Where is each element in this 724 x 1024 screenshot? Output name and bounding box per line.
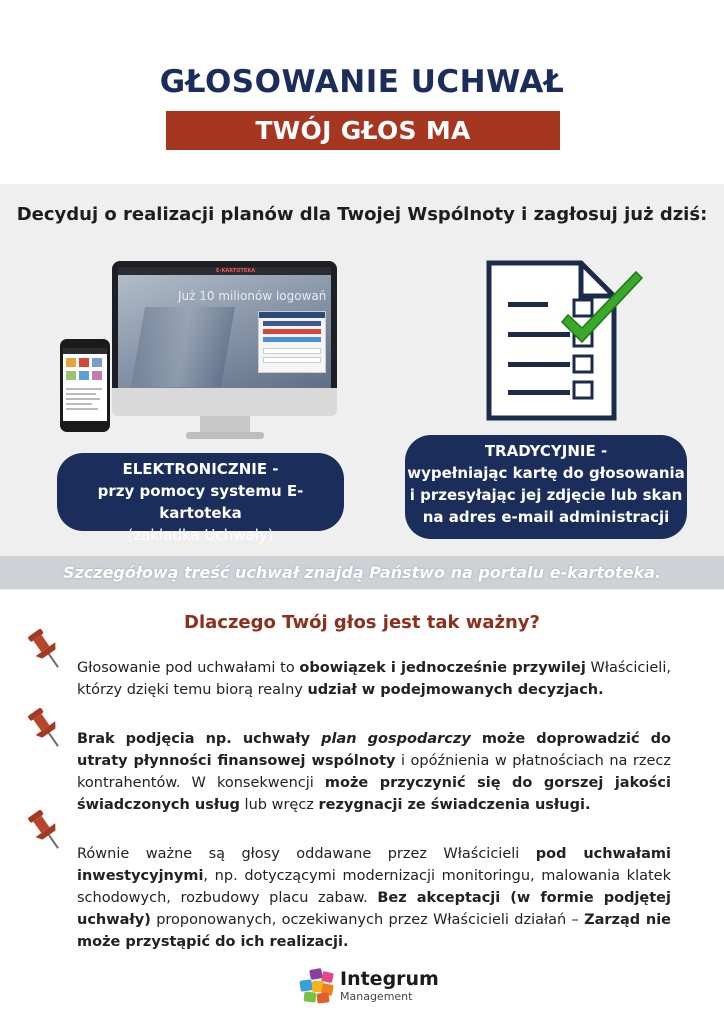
- monitor-base: [186, 432, 264, 439]
- integrum-logo: [296, 968, 439, 1008]
- text-segment: Właścicieli, którzy dzięki temu biorą realny: [77, 660, 671, 698]
- monitor-logo: E-KARTOTEKA: [216, 268, 256, 274]
- paragraph-financial: [77, 728, 671, 816]
- text-segment: rezygnacji ze świadczenia usługi.: [318, 797, 591, 813]
- logo-name: Integrum: [340, 968, 439, 990]
- info-banner: Szczegółową treść uchwał znajdą Państwo na portalu e-kartoteka.: [0, 556, 724, 589]
- traditional-line4: na adres e-mail administracji: [422, 508, 670, 526]
- monitor-illustration: [112, 261, 337, 388]
- text-segment: udział w podejmowanych decyzjach.: [307, 682, 604, 698]
- logo-subtitle: Management: [340, 990, 413, 1003]
- page-title: GŁOSOWANIE UCHWAŁ: [159, 64, 565, 100]
- traditional-line2: wypełniając kartę do głosowania: [407, 464, 685, 482]
- traditional-line1: TRADYCYJNIE -: [484, 442, 608, 460]
- pushpin-icon: [26, 627, 66, 673]
- pushpin-icon: [26, 808, 66, 854]
- text-segment: i opóźnienia w płatnościach na rzecz kontrahentów. W konsekwencji: [77, 753, 671, 791]
- text-segment: Bez akceptacji (w formie podjętej uchwały): [77, 890, 671, 928]
- paragraph-investment: [77, 843, 671, 953]
- paragraph-obligation: [77, 657, 671, 701]
- text-segment: może doprowadzić do utraty płynności finansowej wspólnoty: [77, 731, 671, 769]
- traditional-voting-pill: [405, 435, 687, 539]
- text-segment: Równie ważne są głosy oddawane przez Właścicieli: [77, 846, 536, 862]
- traditional-line3: i przesyłając jej zdjęcie lub skan: [409, 486, 683, 504]
- text-segment: , np. dotyczącymi modernizacji monitoringu, malowania klatek schodowych, rozbudowy placu zabaw.: [77, 868, 671, 906]
- subtitle-banner: TWÓJ GŁOS MA ZNACZENIE!: [166, 111, 560, 150]
- phone-illustration: [60, 339, 110, 432]
- voting-lead-text: Decyduj o realizacji planów dla Twojej Wspólnoty i zagłosuj już dziś:: [16, 204, 708, 225]
- electronic-voting-pill: [57, 453, 344, 544]
- why-heading: Dlaczego Twój głos jest tak ważny?: [184, 612, 540, 633]
- monitor-chin: [112, 388, 337, 416]
- electronic-line3: (zakładka Uchwały): [127, 526, 274, 544]
- text-segment: może przyczynić się do gorszej jakości świadczonych usług: [77, 775, 671, 813]
- text-segment: plan gospodarczy: [321, 731, 471, 747]
- text-segment: lub wręcz: [239, 797, 319, 813]
- text-segment: pod uchwałami inwestycyjnymi: [77, 846, 671, 884]
- electronic-line2: przy pomocy systemu E-kartoteka: [97, 482, 304, 522]
- text-segment: Brak podjęcia np. uchwały: [77, 731, 322, 747]
- integrum-logo-icon: [296, 968, 336, 1004]
- text-segment: proponowanych, oczekiwanych przez Właścicieli działań –: [150, 912, 585, 928]
- text-segment: obowiązek i jednocześnie przywilej: [299, 660, 586, 676]
- login-panel-illustration: [258, 311, 326, 373]
- ballot-document-icon: [486, 260, 646, 422]
- text-segment: Zarząd nie może przystąpić do ich realizacji.: [77, 912, 671, 950]
- text-segment: Głosowanie pod uchwałami to: [77, 660, 300, 676]
- pushpin-icon: [26, 706, 66, 752]
- electronic-line1: ELEKTRONICZNIE -: [122, 460, 279, 478]
- monitor-tagline: Już 10 milionów logowań: [178, 289, 327, 303]
